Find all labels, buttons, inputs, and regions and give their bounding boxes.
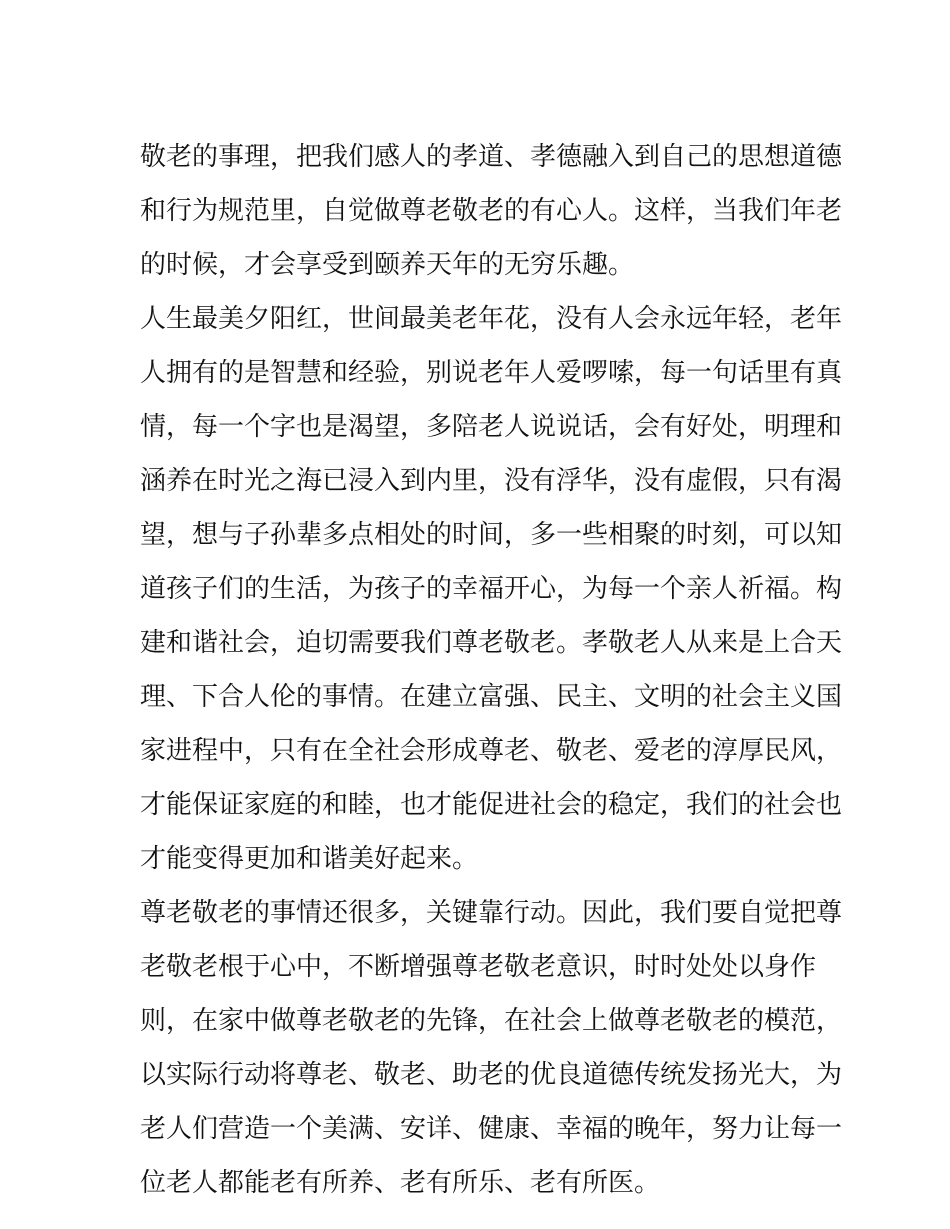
text-line: 才能保证家庭的和睦，也才能促进社会的稳定，我们的社会也	[140, 790, 843, 820]
text-line: 则，在家中做尊老敬老的先锋，在社会上做尊老敬老的模范，	[140, 1006, 843, 1036]
text-line: 尊老敬老的事情还很多，关键靠行动。因此，我们要自觉把尊	[140, 898, 843, 928]
text-line: 涵养在时光之海已浸入到内里，没有浮华，没有虚假，只有渴	[140, 466, 843, 496]
text-line: 的时候，才会享受到颐养天年的无穷乐趣。	[140, 250, 635, 280]
text-line: 老人们营造一个美满、安详、健康、幸福的晚年，努力让每一	[140, 1114, 843, 1144]
text-line: 才能变得更加和谐美好起来。	[140, 844, 479, 874]
text-line: 望，想与子孙辈多点相处的时间，多一些相聚的时刻，可以知	[140, 520, 843, 550]
text-line: 敬老的事理，把我们感人的孝道、孝德融入到自己的思想道德	[140, 142, 843, 172]
text-line: 情，每一个字也是渴望，多陪老人说说话，会有好处，明理和	[140, 412, 843, 442]
text-line: 家进程中，只有在全社会形成尊老、敬老、爱老的淳厚民风，	[140, 736, 843, 766]
text-line: 和行为规范里，自觉做尊老敬老的有心人。这样，当我们年老	[140, 196, 843, 226]
text-line: 道孩子们的生活，为孩子的幸福开心，为每一个亲人祈福。构	[140, 574, 843, 604]
text-line: 位老人都能老有所养、老有所乐、老有所医。	[140, 1168, 661, 1198]
text-line: 以实际行动将尊老、敬老、助老的优良道德传统发扬光大，为	[140, 1060, 843, 1090]
text-line: 建和谐社会，迫切需要我们尊老敬老。孝敬老人从来是上合天	[140, 628, 843, 658]
text-line: 人生最美夕阳红，世间最美老年花，没有人会永远年轻，老年	[140, 304, 843, 334]
text-line: 老敬老根于心中，不断增强尊老敬老意识，时时处处以身作	[140, 952, 817, 982]
document-body	[140, 130, 843, 1210]
text-line: 人拥有的是智慧和经验，别说老年人爱啰嗦，每一句话里有真	[140, 358, 843, 388]
text-line: 理、下合人伦的事情。在建立富强、民主、文明的社会主义国	[140, 682, 843, 712]
